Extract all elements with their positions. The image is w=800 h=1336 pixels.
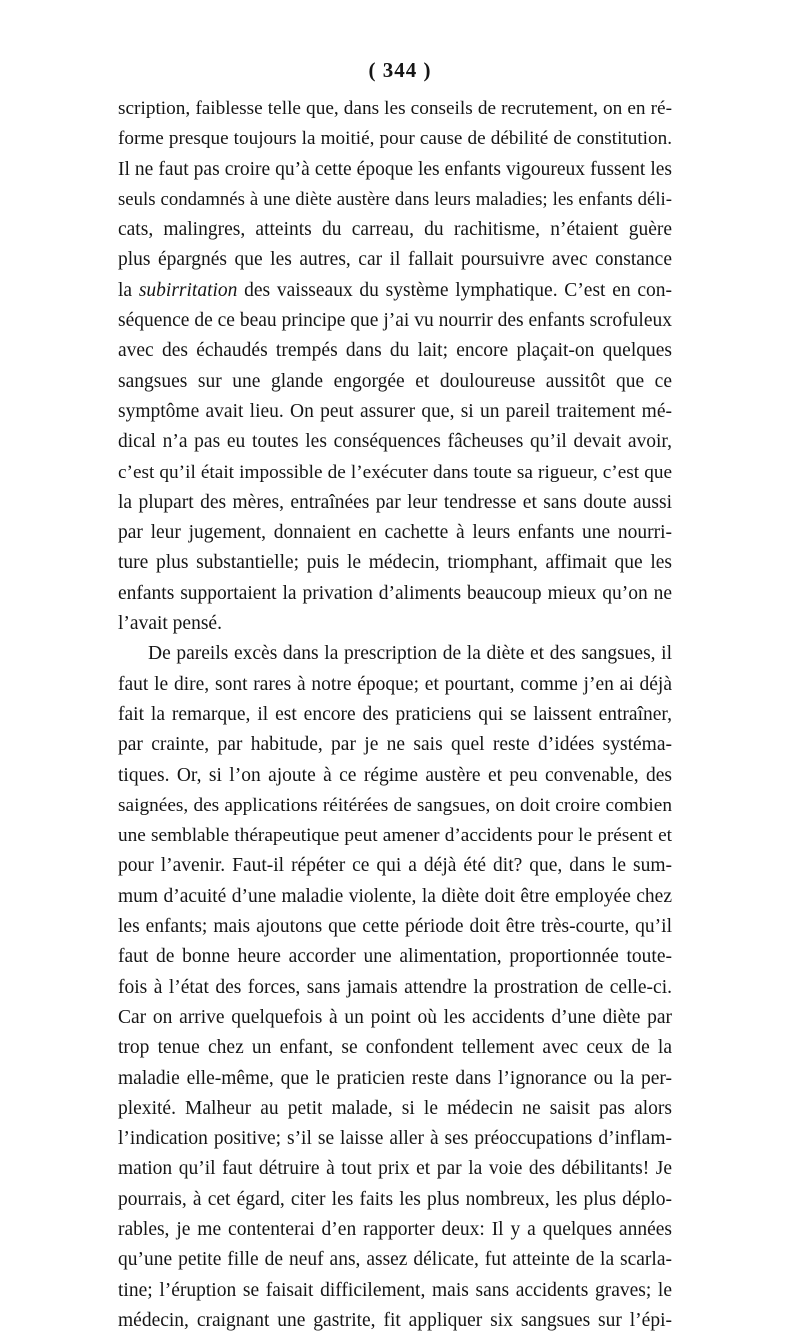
text-line: mum d’acuité d’une maladie violente, la diète doit être employée chez bbox=[118, 885, 672, 907]
text-line: dical n’a pas eu toutes les conséquences fâcheuses qu’il devait avoir, bbox=[118, 431, 672, 453]
text-line: médecin, craignant une gastrite, fit appliquer six sangsues sur l’épi- bbox=[118, 1309, 672, 1331]
text-line: plus épargnés que les autres, car il fallait poursuivre avec constance bbox=[118, 249, 672, 271]
text-line: saignées, des applications réitérées de sangsues, on doit croire combien bbox=[118, 794, 672, 816]
text-line: pour l’avenir. Faut-il répéter ce qui a déjà été dit? que, dans le sum- bbox=[118, 855, 672, 877]
text-line: cats, malingres, atteints du carreau, du rachitisme, n’étaient guère bbox=[118, 219, 672, 241]
text-line: Il ne faut pas croire qu’à cette époque les enfants vigoureux fussent les bbox=[118, 158, 672, 180]
body-text bbox=[118, 94, 672, 1336]
text-line: faut le dire, sont rares à notre époque; et pourtant, comme j’en ai déjà bbox=[118, 673, 672, 695]
text-line: De pareils excès dans la prescription de la diète et des sangsues, il bbox=[148, 643, 672, 665]
text-line: mation qu’il faut détruire à tout prix et par la voie des débilitants! Je bbox=[118, 1158, 672, 1180]
text-line: les enfants; mais ajoutons que cette période doit être très-courte, qu’il bbox=[118, 916, 672, 938]
text-line: fois à l’état des forces, sans jamais attendre la prostration de celle-ci. bbox=[118, 976, 672, 998]
text-segment: la bbox=[118, 279, 139, 301]
text-line: avec des échaudés trempés dans du lait; encore plaçait-on quelques bbox=[118, 340, 672, 362]
text-line: la plupart des mères, entraînées par leur tendresse et sans doute aussi bbox=[118, 491, 672, 513]
text-line: une semblable thérapeutique peut amener d’accidents pour le présent et bbox=[118, 825, 672, 847]
text-line: sangsues sur une glande engorgée et douloureuse aussitôt que ce bbox=[118, 370, 672, 392]
text-line: séquence de ce beau principe que j’ai vu nourrir des enfants scrofuleux bbox=[118, 310, 672, 332]
text-segment: des vaisseaux du système lymphatique. C’est en con- bbox=[237, 279, 672, 301]
text-line: maladie elle-même, que le praticien reste dans l’ignorance ou la per- bbox=[118, 1067, 672, 1089]
text-line: Car on arrive quelquefois à un point où les accidents d’une diète par bbox=[118, 1006, 672, 1028]
text-line: qu’une petite fille de neuf ans, assez délicate, fut atteinte de la scarla- bbox=[118, 1249, 672, 1271]
text-line: forme presque toujours la moitié, pour cause de débilité de constitution. bbox=[118, 128, 672, 150]
text-line bbox=[118, 276, 672, 306]
text-line: par crainte, par habitude, par je ne sais quel reste d’idées systéma- bbox=[118, 734, 672, 756]
text-line: trop tenue chez un enfant, se confondent tellement avec ceux de la bbox=[118, 1037, 672, 1059]
text-line: fait la remarque, il est encore des praticiens qui se laissent entraîner, bbox=[118, 703, 672, 725]
text-line: pourrais, à cet égard, citer les faits les plus nombreux, les plus déplo- bbox=[118, 1188, 672, 1210]
text-line: scription, faiblesse telle que, dans les conseils de recrutement, on en ré- bbox=[118, 98, 672, 119]
text-line: ture plus substantielle; puis le médecin, triomphant, affimait que les bbox=[118, 552, 672, 574]
text-line: l’avait pensé. bbox=[118, 613, 222, 635]
text-line: seuls condamnés à une diète austère dans leurs maladies; les enfants déli- bbox=[118, 188, 672, 210]
page-number: ( 344 ) bbox=[368, 58, 432, 82]
italic-term: subirritation bbox=[138, 279, 238, 301]
text-line: tiques. Or, si l’on ajoute à ce régime austère et peu convenable, des bbox=[118, 764, 672, 786]
text-line: faut de bonne heure accorder une alimentation, proportionnée toute- bbox=[118, 946, 672, 968]
text-line: tine; l’éruption se faisait difficilement, mais sans accidents graves; le bbox=[118, 1279, 672, 1301]
text-line: rables, je me contenterai d’en rapporter deux: Il y a quelques années bbox=[118, 1218, 672, 1240]
text-line: symptôme avait lieu. On peut assurer que, si un pareil traitement mé- bbox=[118, 400, 672, 422]
text-line: plexité. Malheur au petit malade, si le médecin ne saisit pas alors bbox=[118, 1097, 672, 1119]
text-line: enfants supportaient la privation d’aliments beaucoup mieux qu’on ne bbox=[118, 582, 672, 604]
text-line: c’est qu’il était impossible de l’exécuter dans toute sa rigueur, c’est que bbox=[118, 461, 672, 483]
text-line: l’indication positive; s’il se laisse aller à ses préoccupations d’inflam- bbox=[118, 1128, 672, 1150]
text-line: par leur jugement, donnaient en cachette à leurs enfants une nourri- bbox=[118, 522, 672, 544]
